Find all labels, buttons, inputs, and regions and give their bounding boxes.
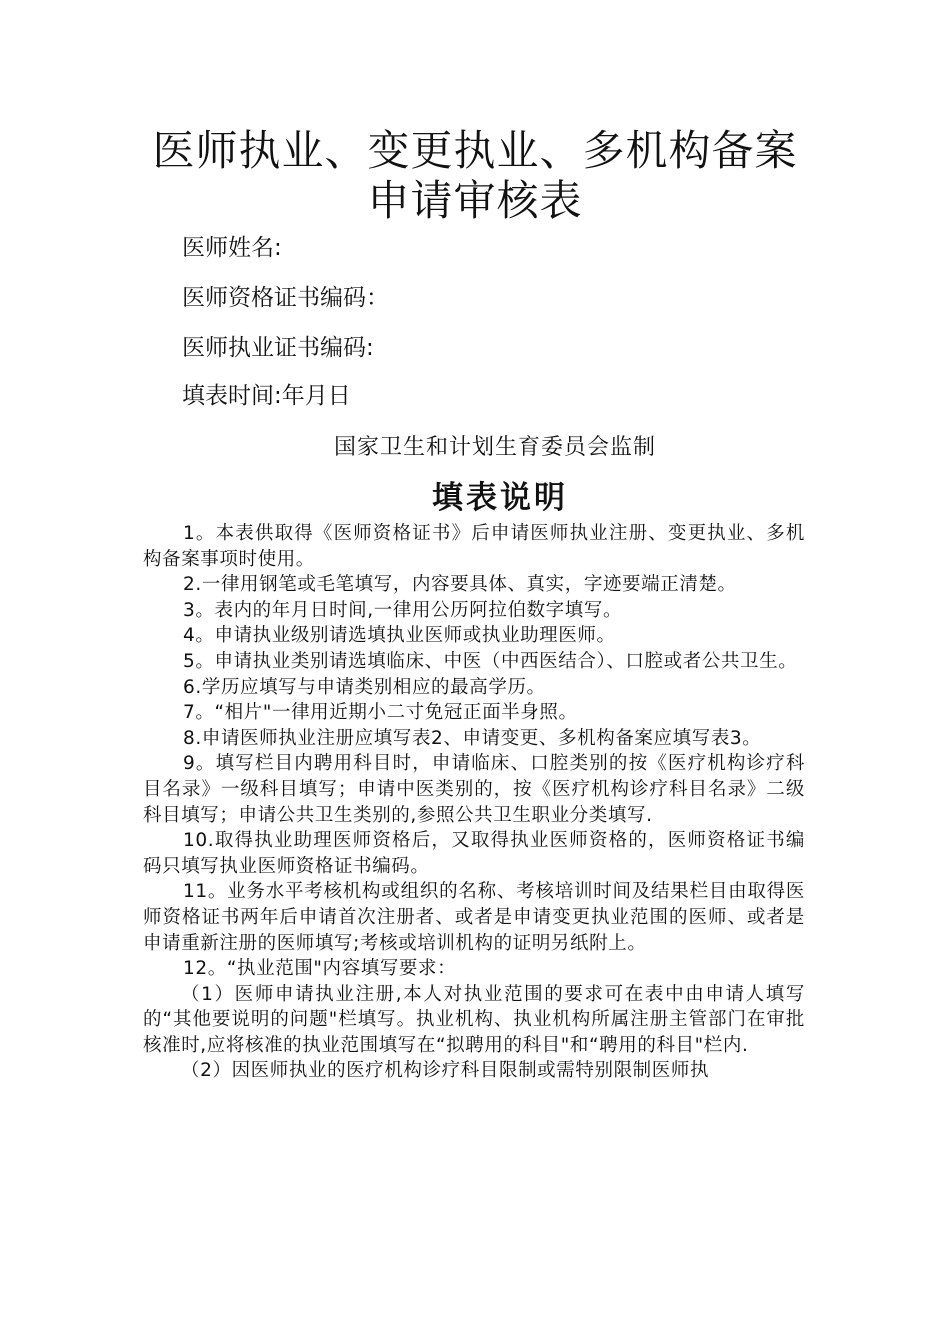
- doctor-name-field: 医师姓名:: [182, 235, 282, 261]
- instruction-item-12: 12。“执业范围"内容填写要求：: [183, 958, 457, 980]
- instruction-item-5: 5。申请执业类别请选填临床、中医（中西医结合）、口腔或者公共卫生。: [183, 650, 798, 672]
- instructions-heading: 填表说明: [432, 480, 568, 516]
- instruction-item-4: 4。申请执业级别请选填执业医师或执业助理医师。: [183, 625, 616, 647]
- instruction-subitem-2: （2）因医师执业的医疗机构诊疗科目限制或需特别限制医师执: [181, 1060, 710, 1082]
- instruction-item-9: 9。填写栏目内聘用科目时，申请临床、口腔类别的按《医疗机构诊疗科目名录》一级科目填写；申请中医类别的，按《医疗机构诊疗科目名录》二级科目填写；申请公共卫生类别的,参照公共卫生职业分类填写.: [143, 753, 805, 826]
- instruction-item-6: 6.学历应填写与申请类别相应的最高学历。: [183, 676, 546, 698]
- instruction-item-1: 1。本表供取得《医师资格证书》后申请医师执业注册、变更执业、多机构备案事项时使用。: [143, 523, 805, 570]
- instruction-item-7: 7。“相片"一律用近期小二寸免冠正面半身照。: [183, 702, 578, 724]
- document-title-line-1: 医师执业、变更执业、多机构备案: [152, 126, 798, 175]
- instruction-item-11: 11。业务水平考核机构或组织的名称、考核培训时间及结果栏目由取得医师资格证书两年后申请首次注册者、或者是申请变更执业范围的医师、或者是申请重新注册的医师填写;考核或培训机构的证明另纸附上。: [143, 881, 805, 954]
- qualification-cert-field: 医师资格证书编码：: [182, 285, 389, 311]
- instruction-item-8: 8.申请医师执业注册应填写表2、申请变更、多机构备案应填写表3。: [183, 727, 762, 749]
- instruction-subitem-1: （1）医师申请执业注册,本人对执业范围的要求可在表中由申请人填写的“其他要说明的问题"栏填写。执业机构、执业机构所属注册主管部门在审批核准时,应将核准的执业范围填写在“拟聘用的科目"和“聘用的科目"栏内.: [143, 983, 805, 1056]
- instructions-body: [143, 521, 805, 1084]
- instruction-item-2: 2.一律用钢笔或毛笔填写，内容要具体、真实，字迹要端正清楚。: [183, 574, 737, 596]
- fill-date-field: 填表时间:年月日: [182, 383, 351, 409]
- instruction-item-3: 3。表内的年月日时间,一律用公历阿拉伯数字填写。: [183, 599, 623, 621]
- document-title-line-2: 申请审核表: [367, 176, 583, 225]
- instruction-item-10: 10.取得执业助理医师资格后，又取得执业医师资格的，医师资格证书编码只填写执业医师资格证书编码。: [143, 830, 805, 877]
- practice-cert-field: 医师执业证书编码:: [182, 335, 374, 361]
- supervisor-line: 国家卫生和计划生育委员会监制: [333, 435, 656, 460]
